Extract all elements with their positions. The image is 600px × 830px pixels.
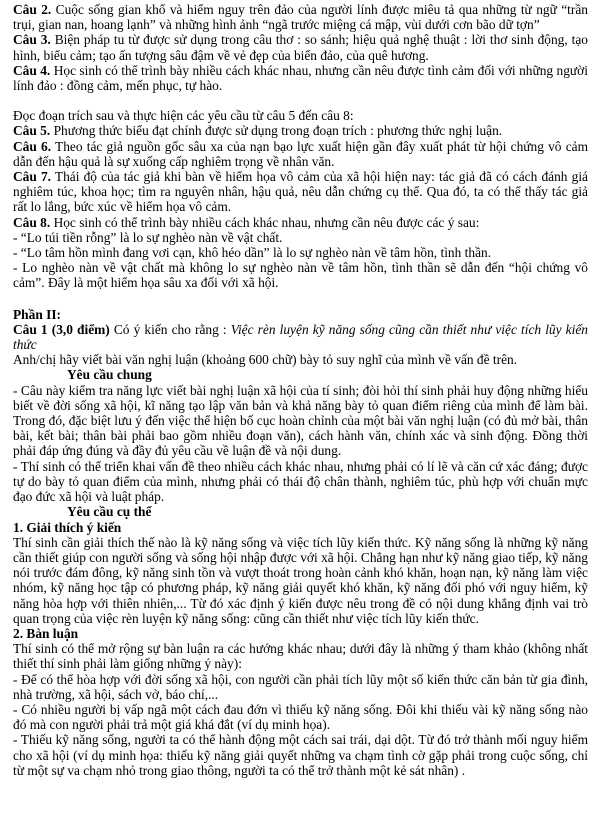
question-1-quote: Việc rèn luyện kỹ năng sống cũng cần thiết như việc tích lũy kiến thức [13, 321, 588, 353]
cau-3-label: Câu 3. [13, 32, 51, 48]
cau-8-label: Câu 8. [13, 214, 51, 230]
cau-6-paragraph [13, 139, 588, 169]
cau-5-label: Câu 5. [13, 123, 51, 139]
cau-8-bullet: - “Lo tâm hồn mình đang vơi cạn, khô héo dần” là lo sự nghèo nàn về tâm hồn, tình thần. [13, 245, 492, 261]
specific-requirements-heading: Yêu cầu cụ thể [67, 504, 152, 520]
cau-7-label: Câu 7. [13, 169, 51, 185]
cau-7-paragraph [13, 169, 588, 215]
explain-opinion-text: Thí sinh cần giải thích thế nào là kỹ năng sống và việc tích lũy kiến thức. Kỹ năng sống là những kỹ năng cần thiết giúp con người sống và sống hội nhập được với xã hội. Chẳng hạn như kỹ năng giao tiếp, kỹ năng nói trước đám đông, kỹ năng sinh tồn và vượt thoát trong hoàn cảnh khó khăn, hoạn nạn, kỹ năng làm việc nhóm, kỹ năng học tập có phương pháp, kỹ năng giải quyết khó khăn, kỹ năng đối phó với nguy hiểm, kỹ năng hòa hợp với thiên nhiên,... Từ đó xác định ý kiến được nêu trong đề có nội dung khẳng định vai trò quan trọng của việc rèn luyện kỹ năng sống: cũng cần thiết như việc tích lũy kiến thức. [13, 534, 588, 626]
discussion-heading: 2. Bàn luận [13, 625, 79, 641]
question-1-label: Câu 1 (3,0 điểm) [13, 321, 110, 337]
cau-2-text: Cuộc sống gian khổ và hiểm nguy trên đảo của người lính được miêu tả qua những từ ngữ “trần trụi, gian nan, hoang lạnh” và những hình ảnh “ngã trước miệng cá mập, vùi dưới cơn bão dữ tợn” [13, 2, 588, 33]
cau-5-paragraph [13, 123, 588, 138]
cau-6-text: Theo tác giả nguồn gốc sâu xa của nạn bạo lực xuất hiện gần đây xuất phát từ hội chứng vô cảm dẫn đến hậu quả là sự xuống cấp nghiêm trọng về nhân văn. [13, 138, 588, 169]
cau-8-text: Học sinh có thể trình bày nhiều cách khác nhau, nhưng cần nêu được các ý sau: [50, 214, 480, 230]
general-requirement-point: - Câu này kiểm tra năng lực viết bài nghị luận xã hội của tí sinh; đòi hỏi thí sinh phải huy động những hiểu biết về đời sống xã hội, kĩ năng tạo lập văn bản và khả năng bày tỏ quan điểm riêng của mình để làm bài. Trong đó, đặc biệt lưu ý đến việc thể hiện bố cục hoàn chỉnh của một bài văn nghị luận (có đủ mở bài, thân bài, kết bài; thân bài phải bao gồm nhiều đoạn văn), cách hành văn, chính xác và sinh động. Đồng thời phải đáp ứng đúng và đầy đủ yêu cầu về luận đề và nội dung. [13, 382, 588, 459]
general-requirements-heading: Yêu cầu chung [67, 367, 152, 383]
cau-2-paragraph [13, 2, 588, 32]
cau-5-text: Phương thức biểu đạt chính được sử dụng trong đoạn trích : phương thức nghị luận. [50, 123, 503, 139]
question-1-lead: Có ý kiến cho rằng : [109, 321, 231, 337]
cau-3-text: Biện pháp tu từ được sử dụng trong câu thơ : so sánh; hiệu quả nghệ thuật : lời thơ sinh động, tạo hình, biểu cảm; tạo ấn tượng sâu đậm về vẻ đẹp của biển đảo, của quê hương. [13, 32, 588, 63]
cau-8-paragraph [13, 215, 588, 230]
part-2-question-1 [13, 322, 588, 352]
reading-intro: Đọc đoạn trích sau và thực hiện các yêu cầu từ câu 5 đến câu 8: [13, 108, 354, 124]
discussion-point: - Thiếu kỹ năng sống, người ta có thể hành động một cách sai trái, dại dột. Từ đó trở thành mối nguy hiểm cho xã hội (ví dụ minh họa: thiếu kỹ năng giải quyết những va chạm tình cờ gặp phải trong cuộc sống, chỉ từ một sự va chạm nhỏ trong giao thông, người ta có thể trở thành một kẻ sát nhân) . [13, 732, 588, 778]
cau-8-bullet: - “Lo túi tiền rỗng” là lo sự nghèo nàn về vật chất. [13, 229, 283, 245]
cau-6-label: Câu 6. [13, 138, 52, 154]
cau-7-text: Thái độ của tác giả khi bàn về hiểm họa vô cảm của xã hội hiện nay: tác giả đã có cách đánh giá nghiêm túc, khoa học; tìm ra nguyên nhân, hậu quả, nêu dẫn chứng cụ thể. Qua đó, ta có thể thấy tác giả rất lo lắng, bức xúc về hiểm họa vô cảm. [13, 169, 588, 215]
discussion-point: - Để có thể hòa hợp với đời sống xã hội, con người cần phải tích lũy một số kiến thức căn bản từ gia đình, nhà trường, xã hội, sách vở, báo chí,... [13, 671, 588, 702]
cau-4-text: Học sinh có thể trình bày nhiều cách khác nhau, nhưng cần nêu được tình cảm đối với những người lính đảo : đồng cảm, mến phục, tự hào. [13, 62, 588, 94]
general-requirement-point: - Thí sinh có thể triển khai vấn đề theo nhiều cách khác nhau, nhưng phải có lí lẽ và căn cứ xác đáng; được tự do bày tỏ quan điểm của mình, nhưng phải có thái độ chân thành, nghiêm túc, phù hợp với chuẩn mực đạo đức xã hội và luật pháp. [13, 458, 588, 505]
cau-4-label: Câu 4. [13, 62, 51, 78]
cau-4-paragraph [13, 63, 588, 93]
cau-8-bullet: - Lo nghèo nàn về vật chất mà không lo sự nghèo nàn về tâm hồn, tình thần sẽ dẫn đến “hội chứng vô cảm”. Đây là một hiểm họa sâu xa đối với xã hội. [13, 260, 588, 291]
cau-2-label: Câu 2. [13, 2, 52, 17]
question-1-task: Anh/chị hãy viết bài văn nghị luận (khoảng 600 chữ) bày tỏ suy nghĩ của mình về vấn đề trên. [13, 352, 518, 368]
cau-3-paragraph [13, 32, 588, 62]
discussion-intro: Thí sinh có thể mở rộng sự bàn luận ra các hướng khác nhau; dưới đây là những ý tham khảo (không nhất thiết thí sinh phải làm giống những ý này): [13, 641, 588, 672]
part-2-title: Phần II: [13, 306, 61, 322]
discussion-point: - Có nhiều người bị vấp ngã một cách đau đớn vì thiếu kỹ năng sống. Đôi khi thiếu vài kỹ năng sống nào đó mà con người phải trả một giá khá đắt (ví dụ minh họa). [13, 701, 588, 733]
explain-opinion-heading: 1. Giải thích ý kiến [13, 519, 122, 535]
